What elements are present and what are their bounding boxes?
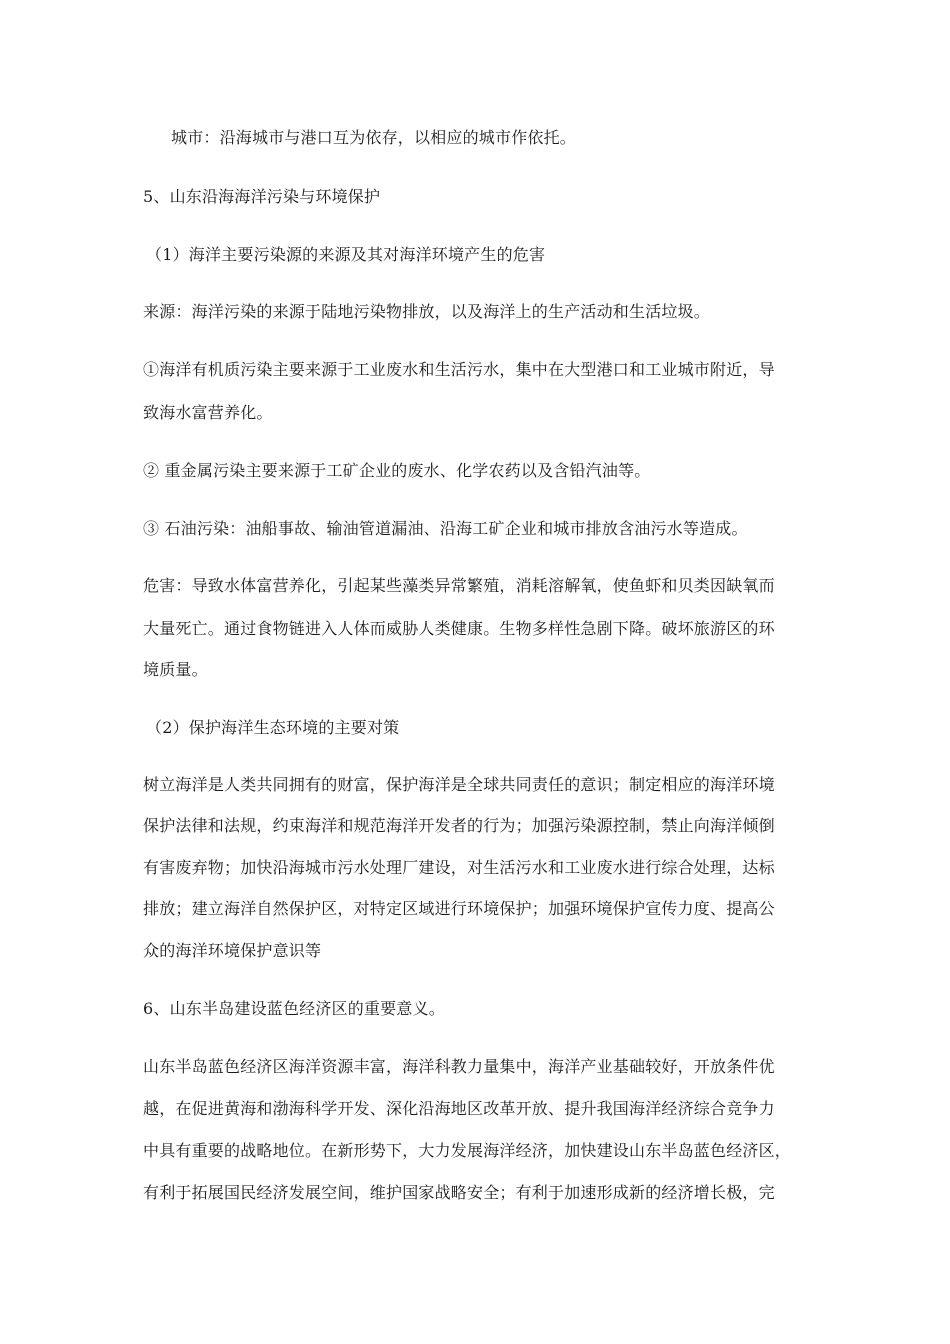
paragraph-heavy-metal: ② 重金属污染主要来源于工矿企业的废水、化学农药以及含铅汽油等。 xyxy=(143,461,651,480)
paragraph-measures-line5: 众的海洋环境保护意识等 xyxy=(143,941,322,960)
section-heading-5: 5、山东沿海海洋污染与环境保护 xyxy=(143,187,381,206)
paragraph-sources: 来源：海洋污染的来源于陆地污染物排放，以及海洋上的生产活动和生活垃圾。 xyxy=(143,302,711,321)
paragraph-significance-line1: 山东半岛蓝色经济区海洋资源丰富，海洋科教力量集中，海洋产业基础较好，开放条件优 xyxy=(143,1057,775,1076)
paragraph-organic-pollution-line2: 致海水富营养化。 xyxy=(143,403,273,422)
paragraph-significance-line3: 中具有重要的战略地位。在新形势下，大力发展海洋经济，加快建设山东半岛蓝色经济区， xyxy=(143,1141,792,1160)
paragraph-measures-line4: 排放；建立海洋自然保护区，对特定区域进行环境保护；加强环境保护宣传力度、提高公 xyxy=(143,899,775,918)
paragraph-city: 城市：沿海城市与港口互为依存，以相应的城市作依托。 xyxy=(171,128,577,147)
subsection-heading-1: （1）海洋主要污染源的来源及其对海洋环境产生的危害 xyxy=(146,245,546,264)
paragraph-harm-line1: 危害：导致水体富营养化，引起某些藻类异常繁殖，消耗溶解氧，使鱼虾和贝类因缺氧而 xyxy=(143,576,775,595)
paragraph-oil-pollution: ③ 石油污染：油船事故、输油管道漏油、沿海工矿企业和城市排放含油污水等造成。 xyxy=(143,519,748,538)
paragraph-harm-line3: 境质量。 xyxy=(143,660,208,679)
paragraph-measures-line1: 树立海洋是人类共同拥有的财富，保护海洋是全球共同责任的意识；制定相应的海洋环境 xyxy=(143,775,775,794)
paragraph-harm-line2: 大量死亡。通过食物链进入人体而威胁人类健康。生物多样性急剧下降。破坏旅游区的环 xyxy=(143,619,775,638)
paragraph-organic-pollution-line1: ①海洋有机质污染主要来源于工业废水和生活污水，集中在大型港口和工业城市附近，导 xyxy=(143,360,775,379)
subsection-heading-2: （2）保护海洋生态环境的主要对策 xyxy=(146,718,400,737)
paragraph-measures-line3: 有害废弃物；加快沿海城市污水处理厂建设，对生活污水和工业废水进行综合处理，达标 xyxy=(143,858,775,877)
paragraph-measures-line2: 保护法律和法规，约束海洋和规范海洋开发者的行为；加强污染源控制，禁止向海洋倾倒 xyxy=(143,816,775,835)
paragraph-significance-line2: 越，在促进黄海和渤海科学开发、深化沿海地区改革开放、提升我国海洋经济综合竞争力 xyxy=(143,1099,775,1118)
paragraph-significance-line4: 有利于拓展国民经济发展空间，维护国家战略安全；有利于加速形成新的经济增长极，完 xyxy=(143,1183,775,1202)
section-heading-6: 6、山东半岛建设蓝色经济区的重要意义。 xyxy=(143,999,445,1018)
